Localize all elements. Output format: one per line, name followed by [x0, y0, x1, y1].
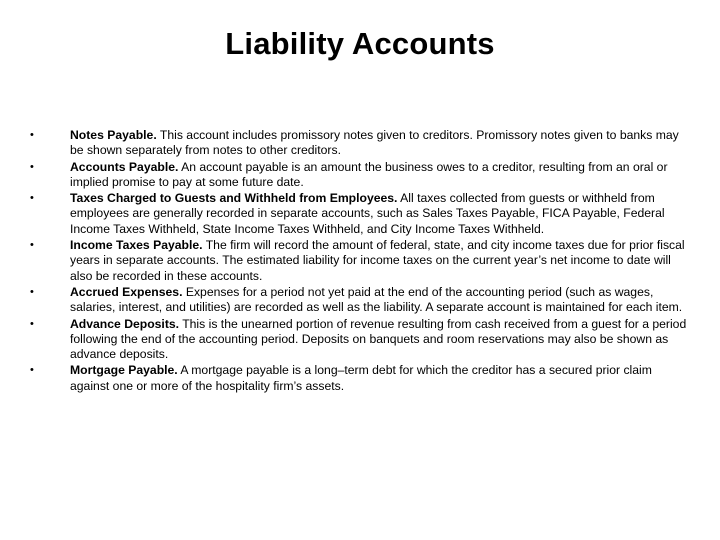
term-description: An account payable is an amount the business owes to a creditor, resulting from an oral or implied promise to pay at some future date. [70, 159, 668, 189]
bullet-icon: • [30, 129, 34, 141]
term-description: Expenses for a period not yet paid at the end of the accounting period (such as wages, salaries, interest, and utilities) are recorded as well as the liability. A separate account is maintained for each item. [70, 284, 683, 315]
liability-account-list [0, 128, 720, 395]
list-item-taxes-charged [0, 191, 690, 237]
term-label: Income Taxes Payable. [70, 238, 203, 253]
bullet-icon: • [30, 364, 34, 377]
list-item-notes-payable [0, 128, 690, 159]
list-item-income-taxes-payable [0, 238, 690, 284]
term-label: Taxes Charged to Guests and Withheld from Employees. [70, 191, 398, 206]
list-item-accounts-payable [0, 160, 690, 191]
term-description: This is the unearned portion of revenue resulting from cash received from a guest for a period following the end of the accounting period. Deposits on banquets and room reservations may also be shown as advance deposits. [70, 316, 687, 362]
bullet-icon: • [30, 239, 34, 252]
term-description: This account includes promissory notes given to creditors. Promissory notes given to banks may be shown separately from notes to other creditors. [70, 128, 679, 158]
term-label: Accrued Expenses. [70, 284, 183, 299]
list-item-mortgage-payable [0, 363, 690, 394]
term-label: Mortgage Payable. [70, 363, 178, 378]
bullet-icon: • [30, 317, 34, 330]
slide-title: Liability Accounts [225, 26, 495, 61]
term-label: Accounts Payable. [70, 159, 179, 174]
term-label: Advance Deposits. [70, 316, 180, 331]
list-item-advance-deposits [0, 317, 690, 363]
term-description: A mortgage payable is a long–term debt for which the creditor has a secured prior claim against one or more of the hospitality firm’s assets. [70, 363, 652, 393]
bullet-icon: • [30, 160, 34, 173]
term-description: The firm will record the amount of federal, state, and city income taxes due for prior fiscal years in separate accounts. The estimated liability for income taxes on the current year’s net income to date will also be recorded in these accounts. [70, 238, 685, 283]
bullet-icon: • [30, 285, 34, 298]
term-description: All taxes collected from guests or withheld from employees are generally recorded in separate accounts, such as Sales Taxes Payable, FICA Payable, Federal Income Taxes Withheld, State Income Taxes Withheld, and City Income Taxes Withheld. [70, 191, 665, 236]
list-item-accrued-expenses [0, 285, 690, 316]
term-label: Notes Payable. [70, 128, 157, 142]
bullet-icon: • [30, 192, 34, 205]
